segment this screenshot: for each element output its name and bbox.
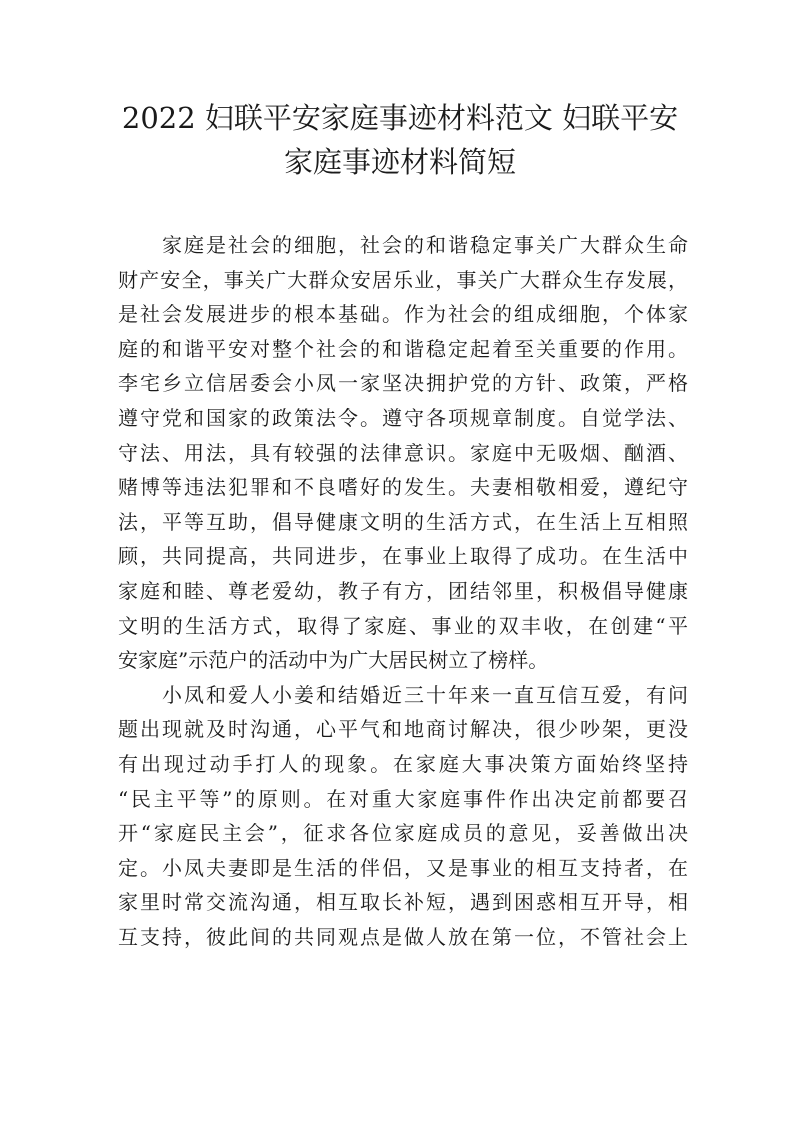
paragraph-line: 开“家庭民主会”，征求各位家庭成员的意见，妥善做出决 — [118, 821, 688, 846]
paragraph-line: 顾，共同提高，共同进步，在事业上取得了成功。在生活中 — [118, 544, 688, 569]
paragraph-line: 定。小凤夫妻即是生活的伴侣，又是事业的相互支持者，在 — [118, 855, 688, 880]
paragraph-line: 守法、用法，具有较强的法律意识。家庭中无吸烟、酗酒、 — [118, 440, 688, 465]
paragraph-line: 李宅乡立信居委会小凤一家坚决拥护党的方针、政策，严格 — [118, 371, 688, 396]
paragraph-line: 赌博等违法犯罪和不良嗜好的发生。夫妻相敬相爱，遵纪守 — [118, 475, 688, 500]
paragraph-line: 小凤和爱人小姜和结婚近三十年来一直互信互爱，有问 — [162, 682, 688, 707]
paragraph-line: 家庭是社会的细胞，社会的和谐稳定事关广大群众生命 — [162, 233, 688, 257]
paragraph-line: 文明的生活方式，取得了家庭、事业的双丰收，在创建“平 — [118, 613, 688, 638]
document-title — [100, 96, 700, 184]
paragraph-line: 安家庭”示范户的活动中为广大居民树立了榜样。 — [118, 648, 549, 673]
paragraph-2 — [118, 678, 688, 955]
paragraph-line: 是社会发展进步的根本基础。作为社会的组成细胞，个体家 — [118, 302, 688, 327]
title-line-2: 家庭事迹材料简短 — [283, 145, 516, 179]
paragraph-line: 遵守党和国家的政策法令。遵守各项规章制度。自觉学法、 — [118, 405, 688, 430]
paragraph-line: 题出现就及时沟通，心平气和地商讨解决，很少吵架，更没 — [118, 717, 688, 742]
paragraph-line: 家庭和睦、尊老爱幼，教子有方，团结邻里，积极倡导健康 — [118, 578, 688, 603]
paragraph-1 — [118, 228, 688, 678]
paragraph-line: 法，平等互助，倡导健康文明的生活方式，在生活上互相照 — [118, 509, 688, 534]
paragraph-line: 庭的和谐平安对整个社会的和谐稳定起着至关重要的作用。 — [118, 336, 688, 361]
paragraph-line: 家里时常交流沟通，相互取长补短，遇到困惑相互开导，相 — [118, 890, 688, 915]
paragraph-line: 互支持，彼此间的共同观点是做人放在第一位，不管社会上 — [118, 924, 688, 949]
title-line-1: 2022 妇联平安家庭事迹材料范文 妇联平安 — [121, 101, 679, 135]
paragraph-line: “民主平等”的原则。在对重大家庭事件作出决定前都要召 — [118, 786, 688, 811]
paragraph-line: 财产安全，事关广大群众安居乐业，事关广大群众生存发展， — [118, 267, 688, 292]
document-body — [118, 228, 688, 954]
paragraph-line: 有出现过动手打人的现象。在家庭大事决策方面始终坚持 — [118, 751, 688, 776]
